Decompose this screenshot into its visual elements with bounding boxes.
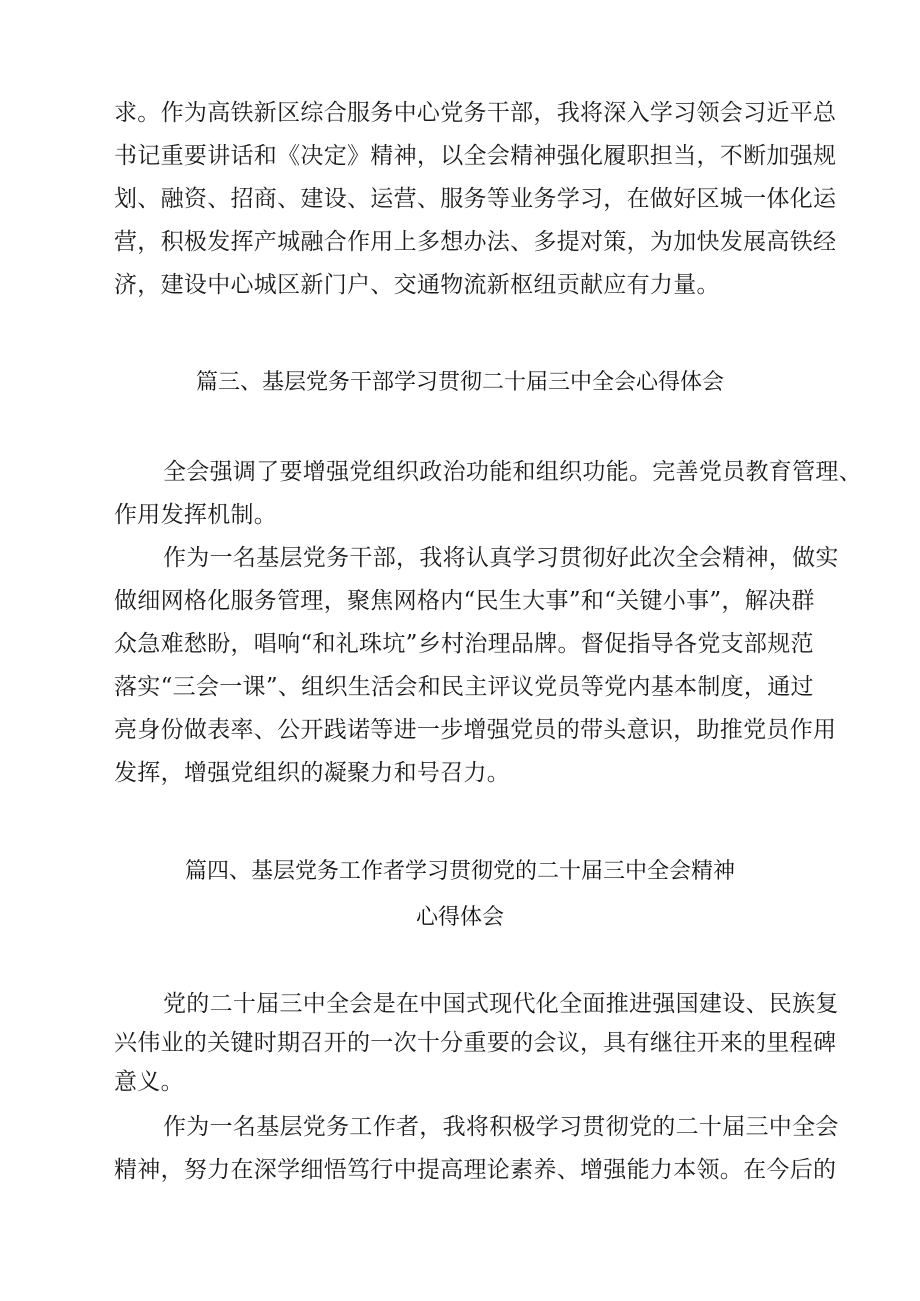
body-text-line: 作为一名基层党务工作者，我将积极学习贯彻党的二十届三中全会 bbox=[163, 1114, 839, 1140]
section-heading: 篇三、基层党务干部学习贯彻二十届三中全会心得体会 bbox=[195, 370, 724, 395]
body-text-line: 济，建设中心城区新门户、交通物流新枢纽贡献应有力量。 bbox=[114, 272, 720, 298]
body-text-line: 众急难愁盼，唱响“和礼珠坑”乡村治理品牌。督促指导各党支部规范 bbox=[114, 631, 814, 657]
body-text-line: 落实“三会一课”、组织生活会和民主评议党员等党内基本制度，通过 bbox=[114, 674, 814, 700]
body-text-line: 发挥，增强党组织的凝聚力和号召力。 bbox=[114, 760, 511, 786]
body-text-line: 精神，努力在深学细悟笃行中提高理论素养、增强能力本领。在今后的 bbox=[114, 1157, 837, 1183]
body-text-line: 亮身份做表率、公开践诺等进一步增强党员的带头意识，助推党员作用 bbox=[114, 717, 837, 743]
body-text-line: 书记重要讲话和《决定》精神，以全会精神强化履职担当，不断加强规 bbox=[114, 143, 837, 169]
body-text-line: 作用发挥机制。 bbox=[114, 502, 278, 528]
body-text-line: 全会强调了要增强党组织政治功能和组织功能。完善党员教育管理、 bbox=[163, 459, 862, 485]
body-text-line: 意义。 bbox=[114, 1069, 184, 1095]
section-heading: 篇四、基层党务工作者学习贯彻党的二十届三中全会精神 bbox=[184, 859, 735, 884]
body-text-line: 兴伟业的关键时期召开的一次十分重要的会议，具有继往开来的里程碑 bbox=[114, 1030, 837, 1056]
body-text-line: 划、融资、招商、建设、运营、服务等业务学习，在做好区城一体化运 bbox=[114, 186, 837, 212]
section-heading-continuation: 心得体会 bbox=[415, 905, 504, 930]
body-text-line: 求。作为高铁新区综合服务中心党务干部，我将深入学习领会习近平总 bbox=[114, 100, 837, 126]
body-text-line: 营，积极发挥产城融合作用上多想办法、多提对策，为加快发展高铁经 bbox=[114, 229, 837, 255]
body-text-line: 作为一名基层党务干部，我将认真学习贯彻好此次全会精神，做实 bbox=[163, 545, 839, 571]
body-text-line: 党的二十届三中全会是在中国式现代化全面推进强国建设、民族复 bbox=[163, 991, 839, 1017]
body-text-line: 做细网格化服务管理，聚焦网格内“民生大事”和“关键小事”，解决群 bbox=[114, 588, 815, 614]
